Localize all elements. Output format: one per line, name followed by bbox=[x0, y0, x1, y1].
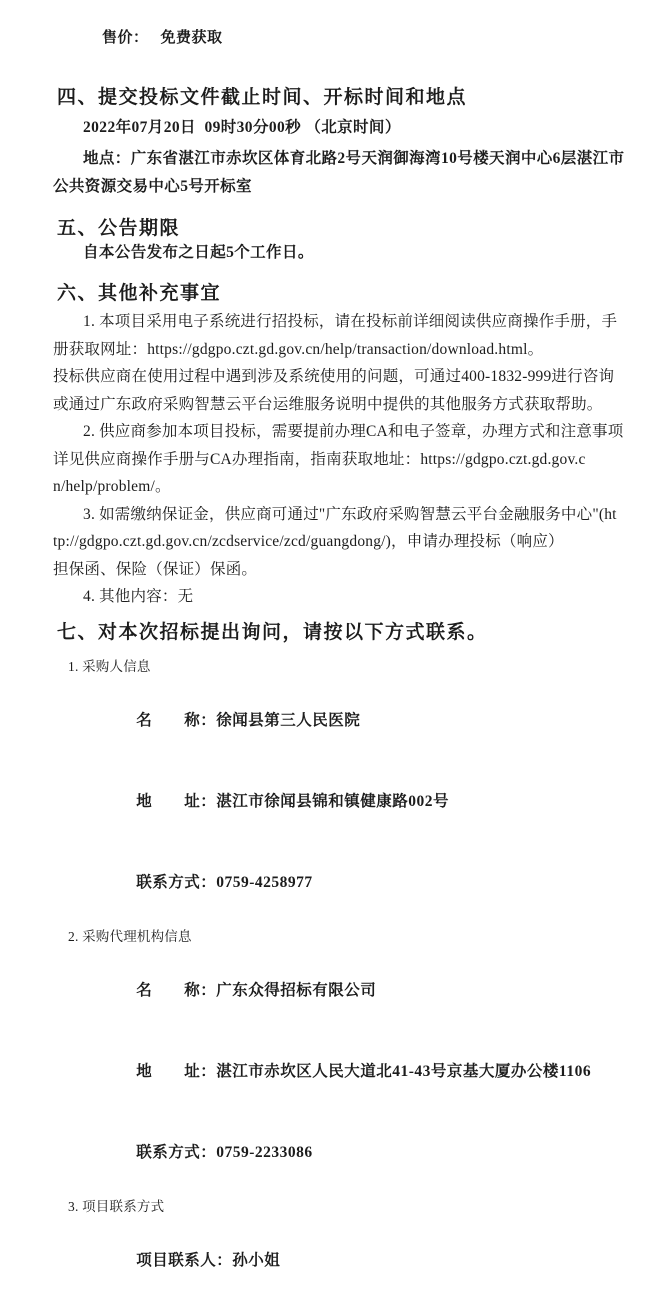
agency-phone-value: 0759-2233086 bbox=[216, 1143, 313, 1161]
paragraph-line: 册获取网址：https://gdgpo.czt.gd.gov.cn/help/transaction/download.html。 bbox=[53, 340, 544, 358]
paragraph-line: 1. 本项目采用电子系统进行招投标，请在投标前详细阅读供应商操作手册，手 bbox=[83, 313, 618, 330]
agency-name-value: 广东众得招标有限公司 bbox=[216, 981, 377, 999]
paragraph-line: 4. 其他内容：无 bbox=[83, 588, 194, 605]
purchaser-name-label: 名 称： bbox=[136, 711, 217, 729]
purchaser-name-value: 徐闻县第三人民医院 bbox=[216, 711, 361, 729]
price-value: 免费获取 bbox=[160, 30, 223, 46]
paragraph-line: n/help/problem/。 bbox=[53, 478, 171, 495]
purchaser-address-label: 地 址： bbox=[136, 792, 217, 810]
bid-deadline-datetime: 2022年07月20日 09时30分00秒 （北京时间） bbox=[83, 119, 401, 136]
paragraph-line: tp://gdgpo.czt.gd.gov.cn/zcdservice/zcd/guangdong/)，申请办理投标（响应） bbox=[53, 533, 564, 550]
project-contact-person-value: 孙小姐 bbox=[232, 1251, 281, 1269]
supplementary-paragraph-2 bbox=[53, 418, 633, 501]
purchaser-phone-value: 0759-4258977 bbox=[216, 873, 313, 891]
agency-name-label: 名 称： bbox=[136, 981, 217, 999]
paragraph-line: 或通过广东政府采购智慧云平台运维服务说明中提供的其他服务方式获取帮助。 bbox=[53, 395, 603, 413]
purchaser-address-row bbox=[110, 761, 633, 842]
purchaser-phone-label: 联系方式： bbox=[136, 873, 217, 891]
section5-heading: 五、公告期限 bbox=[57, 218, 181, 239]
project-contact-person-label: 项目联系人： bbox=[136, 1251, 233, 1269]
supplementary-paragraph-3 bbox=[53, 501, 633, 584]
contact-info-block bbox=[53, 653, 633, 1301]
price-line bbox=[85, 8, 633, 68]
paragraph-line: 3. 如需缴纳保证金，供应商可通过"广东政府采购智慧云平台金融服务中心"(ht bbox=[83, 505, 617, 523]
agency-info-title: 2. 采购代理机构信息 bbox=[68, 928, 192, 944]
agency-name-row bbox=[110, 950, 633, 1031]
agency-address-value: 湛江市赤坎区人民大道北41-43号京基大厦办公楼1106 bbox=[216, 1062, 592, 1080]
price-label: 售价： bbox=[102, 30, 149, 46]
agency-address-label: 地 址： bbox=[136, 1062, 217, 1080]
agency-phone-label: 联系方式： bbox=[136, 1143, 217, 1161]
location-line-1: 地点：广东省湛江市赤坎区体育北路2号天润御海湾10号楼天润中心6层湛江市 bbox=[83, 150, 625, 167]
paragraph-line: 2. 供应商参加本项目投标，需要提前办理CA和电子签章，办理方式和注意事项 bbox=[83, 423, 624, 440]
purchaser-info-title: 1. 采购人信息 bbox=[68, 658, 151, 674]
supplementary-paragraph-1 bbox=[53, 308, 633, 418]
paragraph-line: 投标供应商在使用过程中遇到涉及系统使用的问题，可通过400-1832-999进行咨询 bbox=[53, 368, 615, 385]
agency-phone-row bbox=[110, 1112, 633, 1193]
location-line-2: 公共资源交易中心5号开标室 bbox=[53, 178, 252, 195]
purchaser-name-row bbox=[110, 680, 633, 761]
section6-heading: 六、其他补充事宜 bbox=[57, 283, 222, 304]
paragraph-line: 担保函、保险（保证）保函。 bbox=[53, 560, 258, 578]
project-contact-title: 3. 项目联系方式 bbox=[68, 1198, 165, 1214]
purchaser-address-value: 湛江市徐闻县锦和镇健康路002号 bbox=[216, 792, 450, 810]
section7-heading: 七、对本次招标提出询问，请按以下方式联系。 bbox=[57, 621, 488, 643]
agency-address-row bbox=[110, 1031, 633, 1112]
bid-opening-location bbox=[53, 145, 633, 201]
announcement-period-text: 自本公告发布之日起5个工作日。 bbox=[83, 244, 314, 261]
section4-heading: 四、提交投标文件截止时间、开标时间和地点 bbox=[57, 87, 468, 108]
purchaser-phone-row bbox=[110, 842, 633, 923]
paragraph-line: 详见供应商操作手册与CA办理指南，指南获取地址：https://gdgpo.czt.gd.gov.c bbox=[53, 450, 586, 468]
supplementary-paragraph-4 bbox=[53, 583, 633, 611]
project-contact-person-row bbox=[110, 1220, 633, 1301]
